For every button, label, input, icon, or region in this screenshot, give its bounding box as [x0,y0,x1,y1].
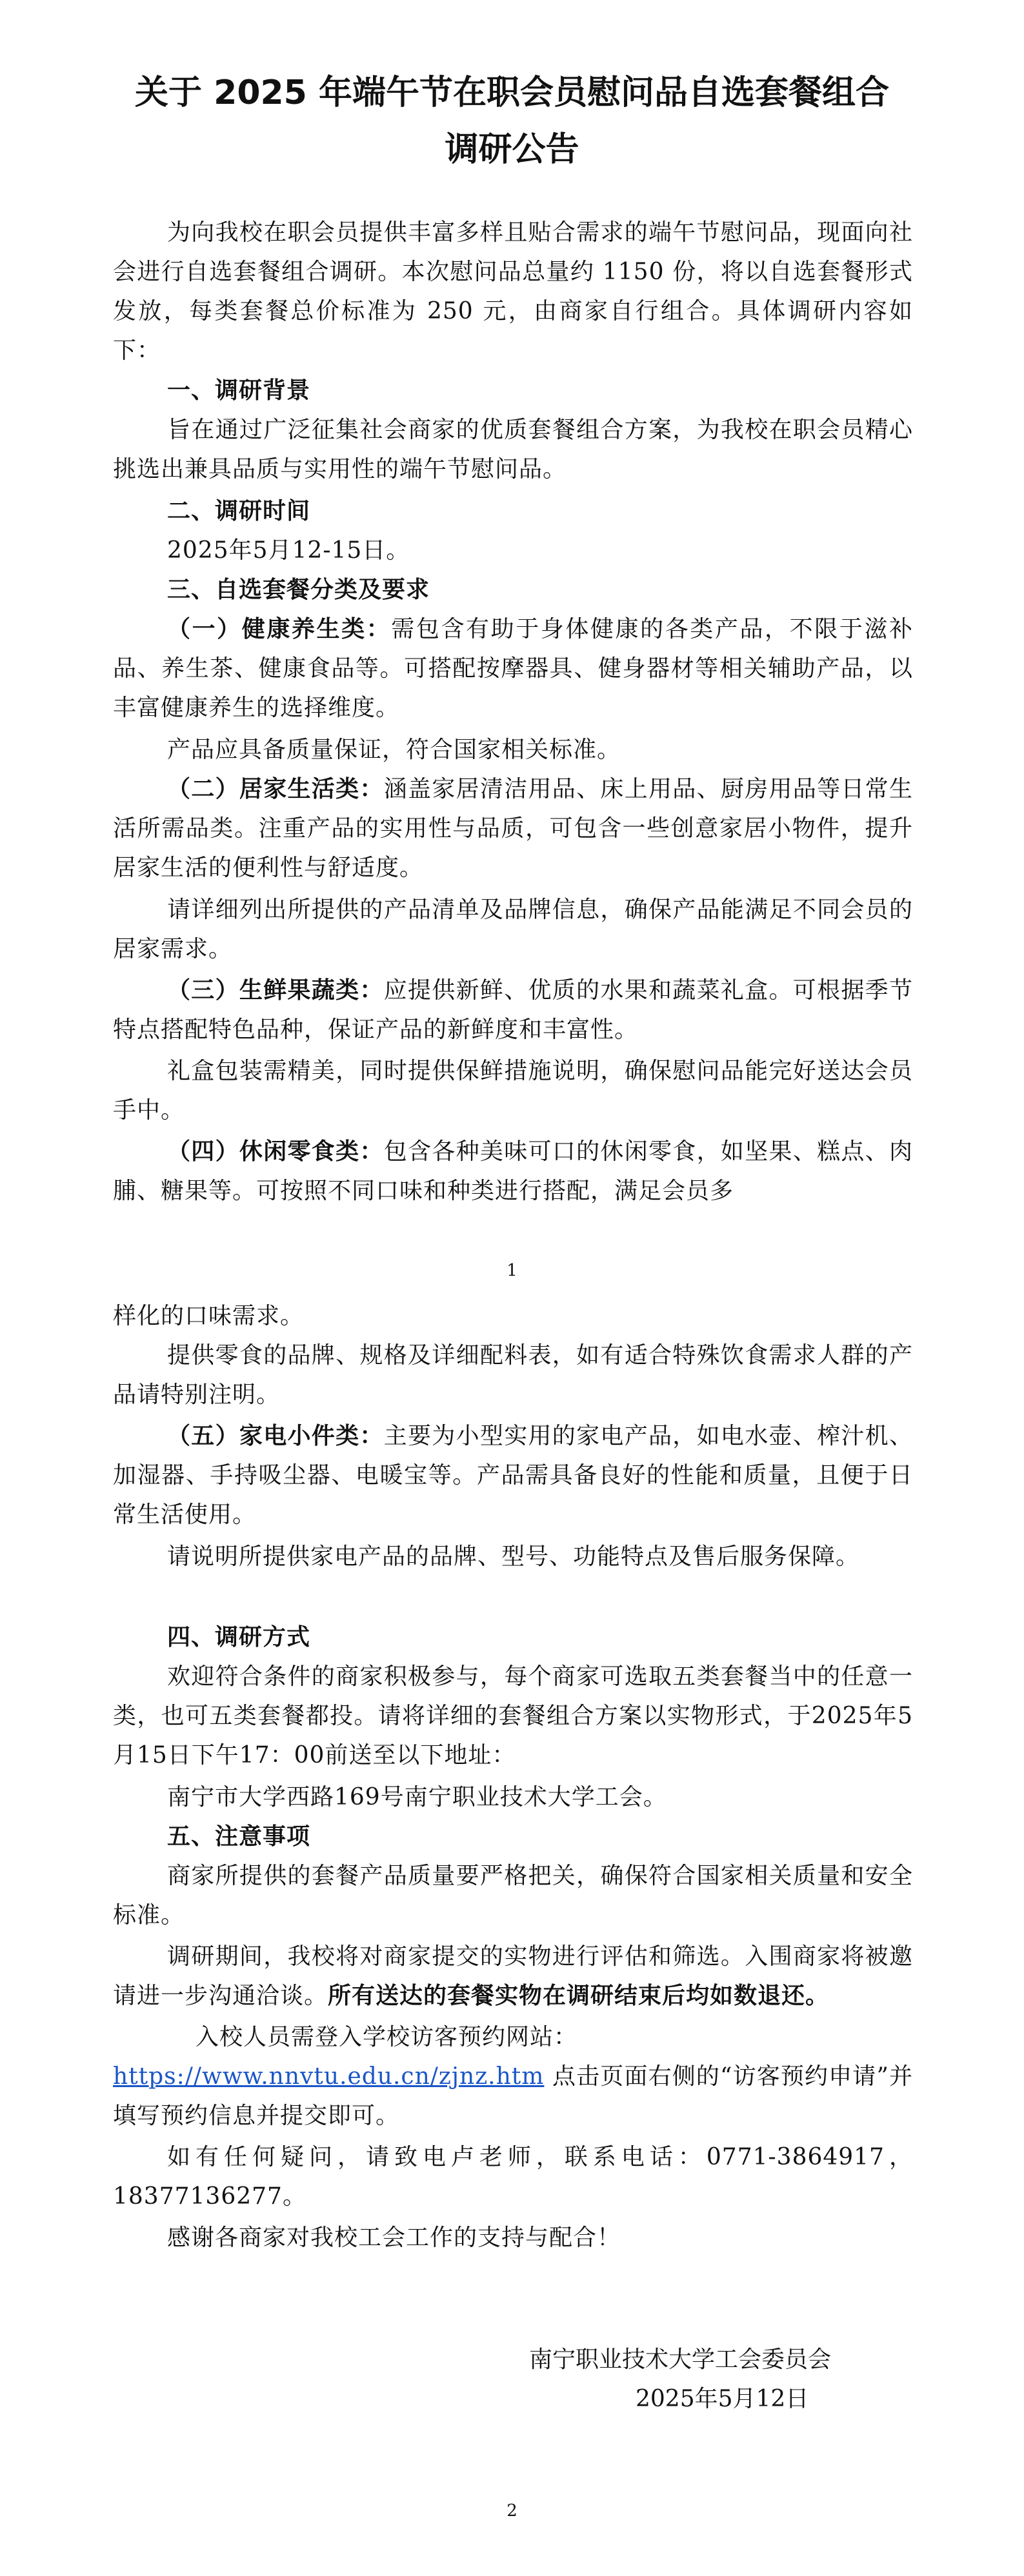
category-4-body-part2: 样化的口味需求。 [113,1303,305,1329]
category-3-paragraph [113,971,913,1049]
note-2-bold: 所有送达的套餐实物在调研结束后均如数退还。 [328,1983,830,2009]
signature-org: 南宁职业技术大学工会委员会 [529,2346,832,2373]
category-5-body: 主要为小型实用的家电产品，如电水壶、榨汁机、加湿器、手持吸尘器、电暖宝等。产品需具备良好的性能和质量，且便于日常生活使用。 [113,1423,913,1528]
category-1-note: 产品应具备质量保证，符合国家相关标准。 [167,737,621,763]
title-line-2: 调研公告 [445,130,579,169]
page-title [0,64,1024,178]
category-4-label: （四）休闲零食类： [167,1138,384,1165]
category-3-label: （三）生鲜果蔬类： [167,977,384,1004]
section-4-heading: 四、调研方式 [167,1624,311,1650]
note-2 [113,1937,913,2016]
category-3-body: 应提供新鲜、优质的水果和蔬菜礼盒。可根据季节特点搭配特色品种，保证产品的新鲜度和丰富性。 [113,977,913,1043]
category-1-paragraph [113,609,913,728]
category-2-label: （二）居家生活类： [167,776,384,802]
note-2-plain: 调研期间，我校将对商家提交的实物进行评估和筛选。入围商家将被邀请进一步沟通洽谈。 [113,1943,913,2009]
category-4-note: 提供零食的品牌、规格及详细配料表，如有适合特殊饮食需求人群的产品请特别注明。 [113,1342,913,1408]
section-2-body: 2025年5月12-15日。 [167,537,410,564]
category-4-body-part1: 包含各种美味可口的休闲零食，如坚果、糕点、肉脯、糖果等。可按照不同口味和种类进行搭配，满足会员多 [113,1138,913,1204]
section-4-address: 南宁市大学西路169号南宁职业技术大学工会。 [167,1784,667,1810]
section-2-heading: 二、调研时间 [167,498,311,524]
category-5-label: （五）家电小件类： [167,1423,384,1449]
section-4-body: 欢迎符合条件的商家积极参与，每个商家可选取五类套餐当中的任意一类，也可五类套餐都投。请将详细的套餐组合方案以实物形式，于2025年5月15日下午17：00前送至以下地址： [113,1663,913,1769]
category-2-body: 涵盖家居清洁用品、床上用品、厨房用品等日常生活所需品类。注重产品的实用性与品质，可包含一些创意家居小物件，提升居家生活的便利性与舒适度。 [113,776,913,881]
title-line-1: 关于 2025 年端午节在职会员慰问品自选套餐组合 [135,74,889,112]
visitor-intro: 入校人员需登入学校访客预约网站： [196,2024,578,2050]
section-1-heading: 一、调研背景 [167,377,311,404]
category-2-note: 请详细列出所提供的产品清单及品牌信息，确保产品能满足不同会员的居家需求。 [113,897,913,962]
category-2-paragraph [113,769,913,887]
visitor-tail: 点击页面右侧的“访客预约申请”并填写预约信息并提交即可。 [113,2063,913,2129]
category-1-body: 需包含有助于身体健康的各类产品，不限于滋补品、养生茶、健康食品等。可搭配按摩器具、健身器材等相关辅助产品，以丰富健康养生的选择维度。 [113,616,913,721]
signature-date: 2025年5月12日 [636,2386,809,2412]
category-1-label: （一）健康养生类： [167,616,392,642]
intro-paragraph: 为向我校在职会员提供丰富多样且贴合需求的端午节慰问品，现面向社会进行自选套餐组合调研。本次慰问品总量约 1150 份，将以自选套餐形式发放，每类套餐总价标准为 250 元，由商家自行组合。具体调研内容如下： [113,219,913,364]
page-number-1: 1 [507,1261,517,1280]
visitor-link[interactable]: https://www.nnvtu.edu.cn/zjnz.htm [113,2063,545,2090]
category-3-note: 礼盒包装需精美，同时提供保鲜措施说明，确保慰问品能完好送达会员手中。 [113,1058,913,1124]
section-1-body: 旨在通过广泛征集社会商家的优质套餐组合方案，为我校在职会员精心挑选出兼具品质与实用性的端午节慰问品。 [113,417,913,482]
section-3-heading: 三、自选套餐分类及要求 [167,577,430,603]
page-number-2: 2 [507,2501,517,2521]
section-5-heading: 五、注意事项 [167,1823,311,1850]
category-5-note: 请说明所提供家电产品的品牌、型号、功能特点及售后服务保障。 [167,1543,860,1570]
category-5-paragraph [113,1416,913,1534]
category-4-paragraph [113,1132,913,1211]
visitor-paragraph [113,2057,913,2135]
thanks-paragraph: 感谢各商家对我校工会工作的支持与配合！ [167,2224,621,2251]
contact-paragraph: 如有任何疑问，请致电卢老师，联系电话：0771-3864917，18377136277。 [113,2144,913,2210]
note-1: 商家所提供的套餐产品质量要严格把关，确保符合国家相关质量和安全标准。 [113,1863,913,1928]
